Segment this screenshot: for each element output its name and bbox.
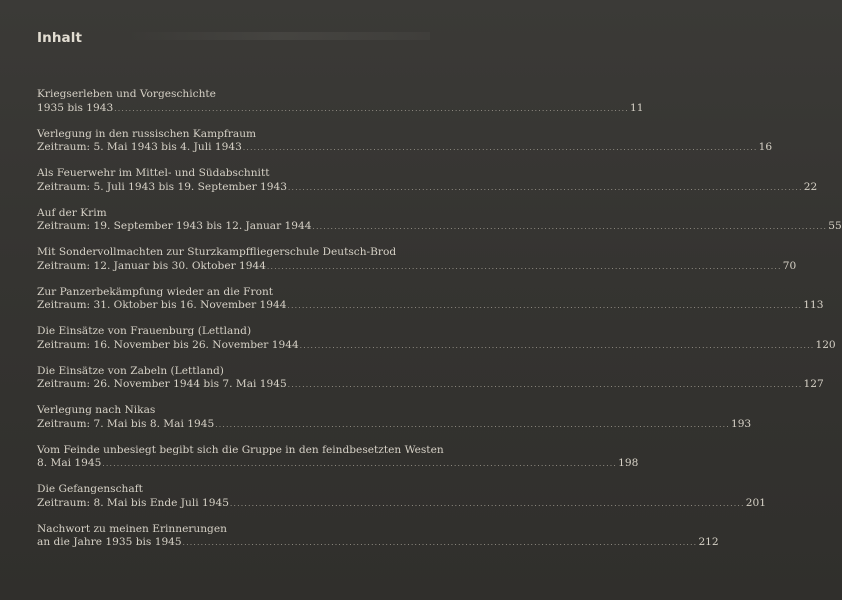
dot-leader: .............................................................................................................................................. [288,183,803,192]
toc-entry [37,88,644,128]
toc-entry-title: Vom Feinde unbesiegt begibt sich die Gruppe in den feindbesetzten Westen [37,443,444,456]
toc-entry-page: 16 [758,141,773,153]
table-of-contents [37,88,842,562]
toc-entry-title: Mit Sondervollmachten zur Sturzkampffliegerschule Deutsch-Brod [37,246,397,258]
toc-entry-page: 113 [803,299,824,311]
toc-entry [37,404,752,444]
toc-entry-title: Auf der Krim [37,206,107,219]
toc-entry [37,206,842,247]
toc-entry-title: Die Gefangenschaft [37,483,143,495]
page-title: Inhalt [37,30,83,46]
toc-entry-page: 22 [803,180,818,193]
toc-entry-subtitle: Zeitraum: 5. Mai 1943 bis 4. Juli 1943 [37,141,242,153]
toc-entry-page: 55 [828,220,842,232]
toc-entry [37,127,773,168]
toc-entry-subtitle: Zeitraum: 19. September 1943 bis 12. Januar 1944 [37,220,312,232]
toc-entry-subtitle: 1935 bis 1943 [37,101,114,114]
toc-entry-subtitle: Zeitraum: 8. Mai bis Ende Juli 1945 [37,496,229,509]
dot-leader: .............................................................................................................................................. [299,341,815,350]
toc-entry [37,483,766,523]
toc-entry [37,246,797,286]
toc-entry-page: 127 [803,378,824,390]
toc-entry [37,364,824,405]
dot-leader: .............................................................................................................................................. [215,420,730,429]
toc-entry-page: 120 [815,338,836,351]
toc-entry-subtitle: 8. Mai 1945 [37,457,102,469]
toc-entry-subtitle: Zeitraum: 5. Juli 1943 bis 19. September 1943 [37,180,287,193]
toc-entry-page: 193 [730,417,752,430]
toc-entry-title: Die Einsätze von Zabeln (Lettland) [37,364,224,377]
toc-entry-page: 201 [745,496,766,509]
dot-leader: .............................................................................................................................................. [114,104,630,113]
dot-leader: .............................................................................................................................................. [182,539,698,547]
dot-leader: .............................................................................................................................................. [229,499,745,508]
toc-entry-title: Zur Panzerbekämpfung wieder an die Front [37,285,274,298]
show-through-text [130,32,430,40]
dot-leader: .............................................................................................................................................. [267,262,782,271]
toc-entry-subtitle: Zeitraum: 12. Januar bis 30. Oktober 1944 [37,259,267,272]
toc-entry-title: Nachwort zu meinen Erinnerungen [37,522,227,535]
toc-entry-page: 212 [698,536,719,548]
toc-entry-title: Als Feuerwehr im Mittel- und Südabschnitt [37,167,270,179]
toc-entry [37,325,836,365]
dot-leader: .............................................................................................................................................. [102,460,618,468]
dot-leader: .............................................................................................................................................. [287,381,803,389]
toc-entry [37,285,824,326]
toc-entry-page: 11 [630,101,644,114]
toc-entry-subtitle: Zeitraum: 31. Oktober bis 16. November 1944 [37,299,287,311]
toc-entry [37,443,639,484]
toc-entry-page: 70 [782,259,797,272]
toc-entry-subtitle: Zeitraum: 16. November bis 26. November 1944 [37,338,299,351]
toc-entry-page: 198 [618,457,639,469]
toc-entry-title: Verlegung in den russischen Kampfraum [37,127,257,140]
toc-entry-title: Verlegung nach Nikas [37,404,156,416]
dot-leader: .............................................................................................................................................. [312,223,828,231]
dot-leader: .............................................................................................................................................. [287,302,803,310]
toc-entry-subtitle: an die Jahre 1935 bis 1945 [37,536,182,548]
dot-leader: .............................................................................................................................................. [242,144,758,152]
toc-entry [37,522,719,563]
toc-entry-subtitle: Zeitraum: 7. Mai bis 8. Mai 1945 [37,417,215,430]
toc-entry [37,167,818,207]
toc-entry-title: Die Einsätze von Frauenburg (Lettland) [37,325,252,337]
toc-entry-subtitle: Zeitraum: 26. November 1944 bis 7. Mai 1945 [37,378,287,390]
toc-entry-title: Kriegserleben und Vorgeschichte [37,88,216,100]
